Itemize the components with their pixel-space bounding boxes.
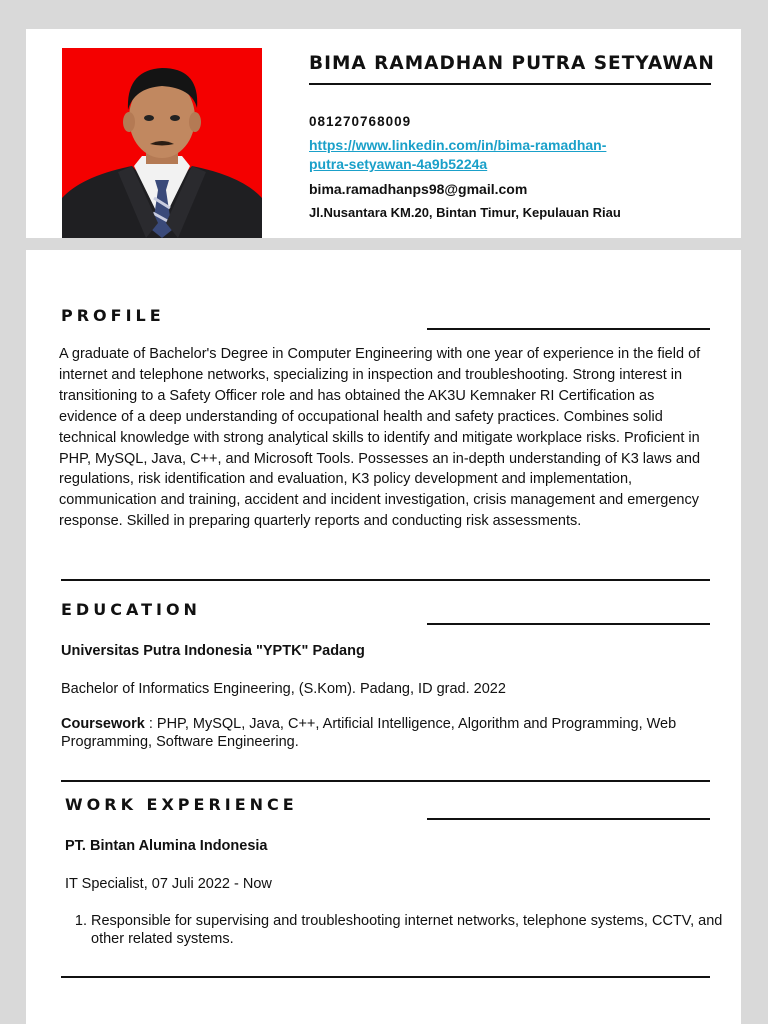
education-institution: Universitas Putra Indonesia "YPTK" Padang [61, 643, 365, 659]
person-portrait-icon [62, 48, 262, 238]
education-degree: Bachelor of Informatics Engineering, (S.Kom). Padang, ID grad. 2022 [61, 681, 506, 697]
name-divider [309, 83, 711, 85]
home-address: Jl.Nusantara KM.20, Bintan Timur, Kepulauan Riau [309, 205, 621, 220]
list-item: 1. Responsible for supervising and troubleshooting internet networks, telephone systems, CCTV, and other related systems. [91, 912, 731, 948]
profile-section-title: PROFILE [61, 306, 165, 325]
profile-summary: A graduate of Bachelor's Degree in Computer Engineering with one year of experience in the field of internet and telephone networks, specializing in inspection and troubleshooting. Strong interest in transitioning to a Safety Officer role and has obtained the AK3U Kemnaker RI Certification as evidence of a deep understanding of occupational health and safety practices. Combines solid technical knowledge with strong analytical skills to identify and mitigate workplace risks. Proficient in PHP, MySQL, Java, C++, and Microsoft Tools. Possesses an in-depth understanding of K3 laws and regulations, risk identification and evaluation, K3 policy development and implementation, communication and training, accident and incident investigation, crisis management and emergency response. Skilled in preparing quarterly reports and conducting risk assessments. [59, 346, 701, 530]
coursework [61, 715, 711, 751]
linkedin-link[interactable]: https://www.linkedin.com/in/bima-ramadhan-putra-setyawan-4a9b5224a [309, 137, 607, 172]
work-company: PT. Bintan Alumina Indonesia [65, 838, 268, 854]
email-address: bima.ramadhanps98@gmail.com [309, 181, 528, 197]
work-title-rule [427, 818, 710, 820]
coursework-label: Coursework [61, 716, 145, 732]
header-card [26, 29, 741, 238]
work-section-title: WORK EXPERIENCE [65, 795, 298, 814]
section-divider [61, 780, 710, 782]
coursework-list: : PHP, MySQL, Java, C++, Artificial Intelligence, Algorithm and Programming, Web Programming, Software Engineering. [61, 716, 677, 750]
education-title-rule [427, 623, 710, 625]
work-role: IT Specialist, 07 Juli 2022 - Now [65, 876, 272, 892]
profile-photo [62, 48, 262, 238]
section-divider [61, 579, 710, 581]
responsibility-list [65, 912, 731, 948]
section-divider [61, 976, 710, 978]
education-section-title: EDUCATION [61, 600, 201, 619]
phone-number: 081270768009 [309, 114, 412, 129]
full-name: BIMA RAMADHAN PUTRA SETYAWAN [309, 53, 715, 74]
body-card [26, 250, 741, 1024]
profile-title-rule [427, 328, 710, 330]
